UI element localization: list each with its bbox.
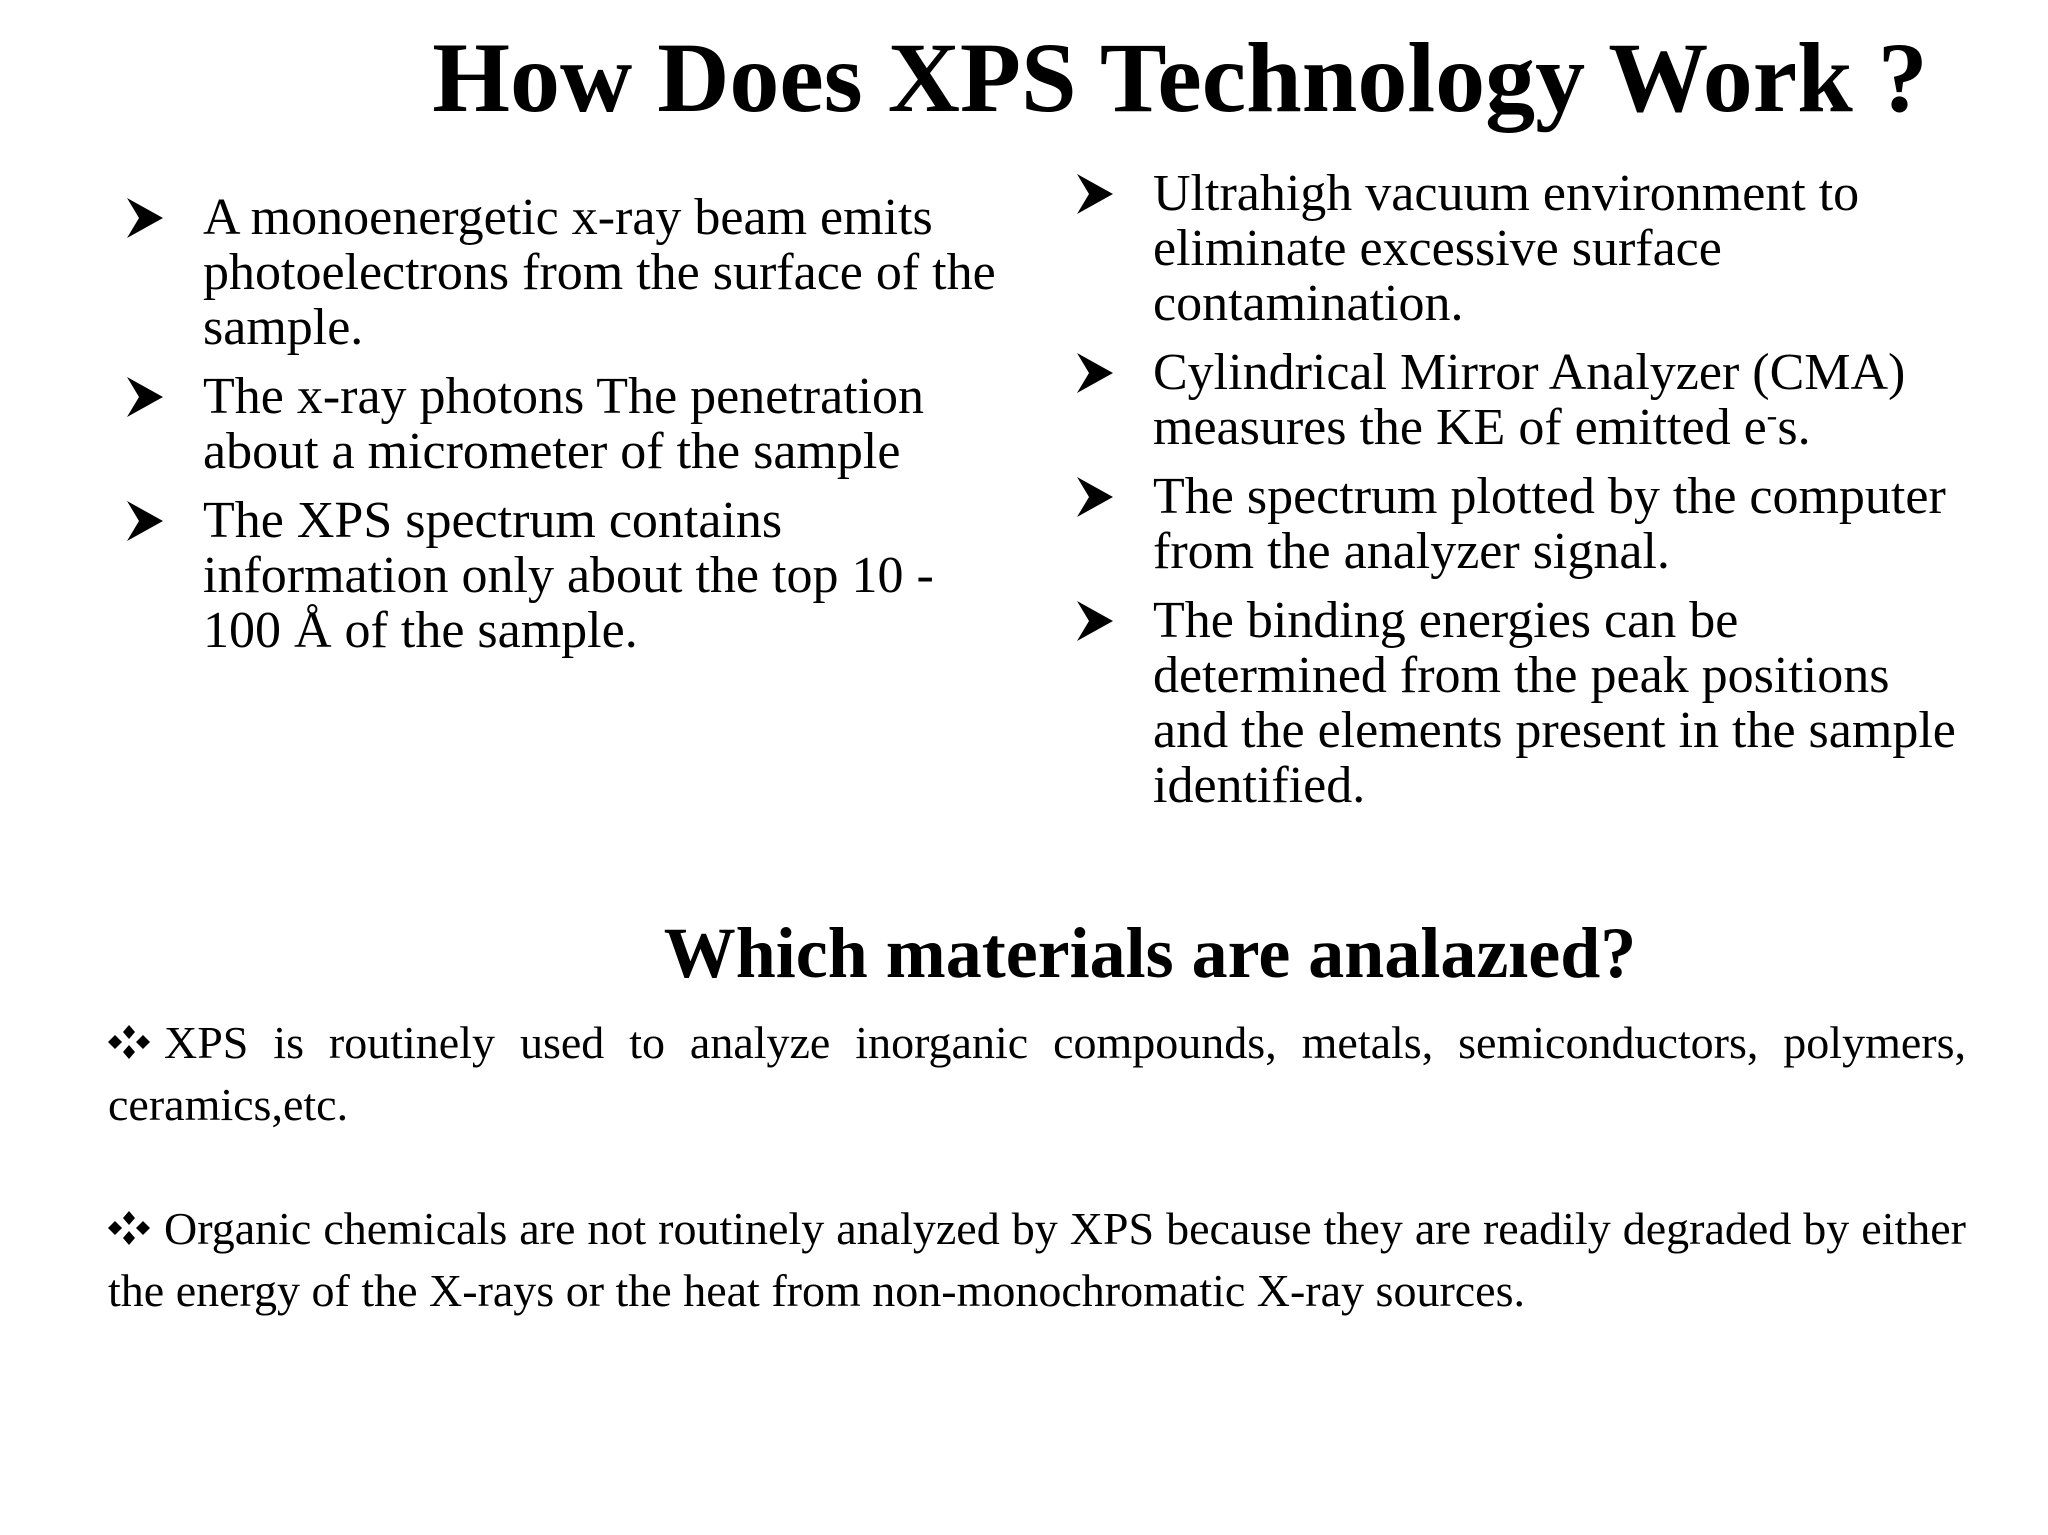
arrowhead-bullet-icon xyxy=(125,375,165,419)
list-item-text: A monoenergetic x-ray beam emits photoelectrons from the surface of the sample. xyxy=(203,189,996,356)
list-item-text: The binding energies can be determined from the peak positions and the elements present in the sample identified. xyxy=(1153,592,1956,814)
list-item-text: Ultrahigh vacuum environment to eliminate excessive surface contamination. xyxy=(1153,165,1860,332)
list-item-text: The spectrum plotted by the computer from the analyzer signal. xyxy=(1153,468,1946,580)
list-item-text-main: Cylindrical Mirror Analyzer (CMA) measures the KE of emitted e xyxy=(1153,344,1906,456)
paragraph xyxy=(108,1012,1966,1136)
list-item xyxy=(1075,166,1975,331)
right-bullet-list xyxy=(1075,166,1975,827)
list-item-text-end: s. xyxy=(1777,399,1811,456)
paragraph xyxy=(108,1198,1966,1322)
arrowhead-bullet-icon xyxy=(1075,599,1115,643)
list-item xyxy=(1075,593,1975,813)
paragraph-text: XPS is routinely used to analyze inorganic compounds, metals, semiconductors, polymers, ceramics,etc. xyxy=(108,1017,1966,1130)
left-bullet-list xyxy=(125,190,1005,672)
arrowhead-bullet-icon xyxy=(1075,351,1115,395)
four-diamond-bullet-icon xyxy=(108,1210,150,1246)
arrowhead-bullet-icon xyxy=(125,196,165,240)
four-diamond-bullet-icon xyxy=(108,1024,150,1060)
superscript-minus: - xyxy=(1766,397,1778,433)
list-item xyxy=(125,493,1005,658)
list-item-text xyxy=(1153,344,1905,456)
section-subtitle: Which materials are analazıed? xyxy=(663,913,1637,993)
list-item xyxy=(125,369,1005,479)
paragraph-text: Organic chemicals are not routinely analyzed by XPS because they are readily degraded by either the energy of the X-rays or the heat from non-monochromatic X-ray sources. xyxy=(108,1203,1966,1316)
list-item xyxy=(1075,469,1975,579)
list-item xyxy=(1075,345,1975,455)
list-item-text: The XPS spectrum contains information only about the top 10 - 100 Å of the sample. xyxy=(203,492,934,659)
list-item-text: The x-ray photons The penetration about a micrometer of the sample xyxy=(203,368,925,480)
arrowhead-bullet-icon xyxy=(125,499,165,543)
arrowhead-bullet-icon xyxy=(1075,475,1115,519)
slide-title: How Does XPS Technology Work ? xyxy=(432,22,1928,133)
list-item xyxy=(125,190,1005,355)
arrowhead-bullet-icon xyxy=(1075,172,1115,216)
